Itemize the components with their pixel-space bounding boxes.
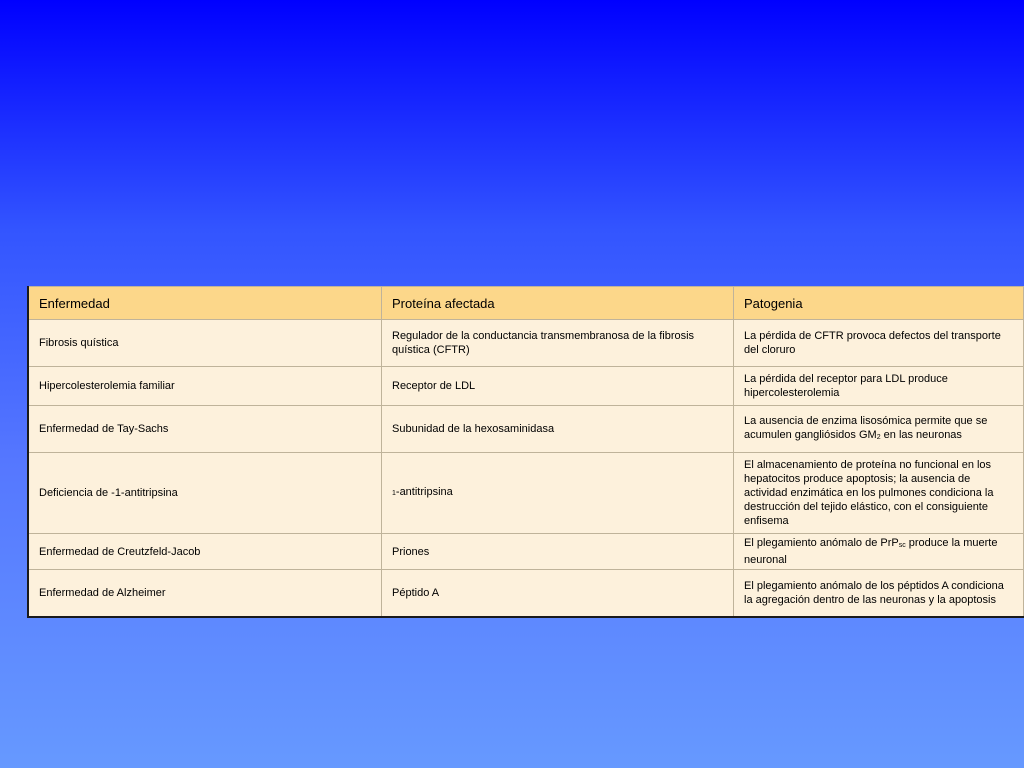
subscript-1: 1 <box>392 490 396 497</box>
cell-patogenia: La pérdida del receptor para LDL produce hipercolesterolemia <box>734 367 1024 406</box>
table-row <box>28 570 1024 618</box>
cell-enfermedad: Hipercolesterolemia familiar <box>28 367 382 406</box>
proteina-text: -antitripsina <box>395 486 453 498</box>
cell-proteina: Péptido A <box>382 570 734 618</box>
patogenia-text-b: en las neuronas <box>880 428 962 441</box>
patogenia-text-a: El plegamiento anómalo de PrP <box>744 537 899 549</box>
patogenia-text-b: produce la muerte neuronal <box>744 537 998 566</box>
cell-patogenia: La pérdida de CFTR provoca defectos del transporte del cloruro <box>734 320 1024 367</box>
cell-enfermedad: Enfermedad de Creutzfeld-Jacob <box>28 534 382 570</box>
cell-enfermedad: Deficiencia de -1-antitripsina <box>28 453 382 534</box>
header-enfermedad: Enfermedad <box>28 287 382 320</box>
header-proteina: Proteína afectada <box>382 287 734 320</box>
patogenia-text-a: La ausencia de enzima lisosómica permite que se acumulen gangliósidos GM <box>744 414 988 441</box>
cell-patogenia <box>734 534 1024 570</box>
cell-enfermedad: Enfermedad de Tay-Sachs <box>28 406 382 453</box>
cell-patogenia: El almacenamiento de proteína no funcional en los hepatocitos produce apoptosis; la ausencia de actividad enzimática en los pulmones condiciona la destrucción del tejido elástico, con el consiguiente enfisema <box>734 453 1024 534</box>
cell-patogenia <box>734 406 1024 453</box>
cell-proteina: Receptor de LDL <box>382 367 734 406</box>
table-row <box>28 367 1024 406</box>
cell-enfermedad: Fibrosis quística <box>28 320 382 367</box>
cell-enfermedad: Enfermedad de Alzheimer <box>28 570 382 618</box>
cell-proteina <box>382 453 734 534</box>
cell-proteina: Subunidad de la hexosaminidasa <box>382 406 734 453</box>
table-row <box>28 406 1024 453</box>
table-header-row <box>28 287 1024 320</box>
subscript-sc: sc <box>898 542 906 549</box>
header-patogenia: Patogenia <box>734 287 1024 320</box>
cell-proteina: Regulador de la conductancia transmembranosa de la fibrosis quística (CFTR) <box>382 320 734 367</box>
table-row <box>28 534 1024 570</box>
table-row <box>28 453 1024 534</box>
table-row <box>28 320 1024 367</box>
cell-patogenia: El plegamiento anómalo de los péptidos A condiciona la agregación dentro de las neuronas y la apoptosis <box>734 570 1024 618</box>
cell-proteina: Priones <box>382 534 734 570</box>
subscript-2: 2 <box>876 433 881 441</box>
disease-table <box>27 286 1024 618</box>
